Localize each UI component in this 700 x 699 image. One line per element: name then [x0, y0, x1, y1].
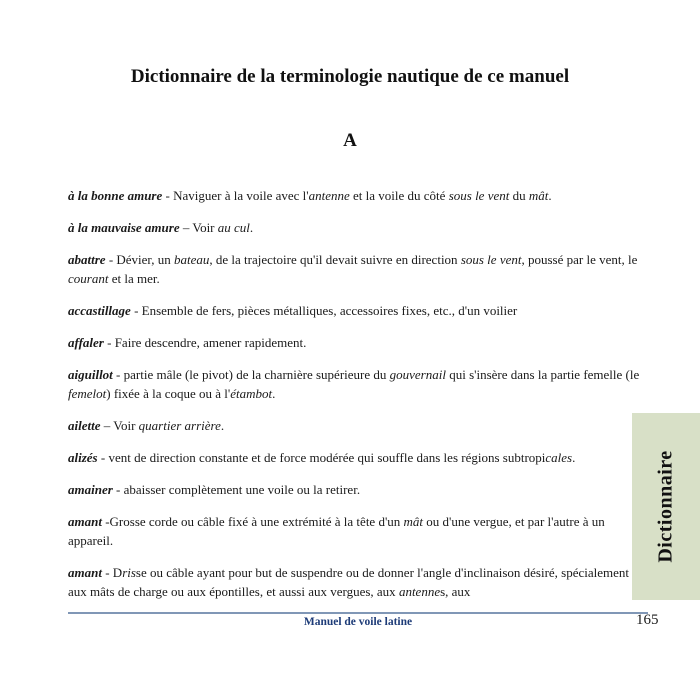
- entry-term: ailette: [68, 418, 101, 433]
- entry-text: .: [249, 220, 254, 235]
- entry-term: accastillage: [68, 303, 131, 318]
- footer-rule: [68, 612, 648, 614]
- entry-text: - Naviguer à la voile avec l': [162, 188, 309, 203]
- entry-text: et la voile du côté: [349, 188, 449, 203]
- dictionary-entry: [68, 333, 643, 352]
- entry-term: à la bonne amure: [68, 188, 163, 203]
- entry-text: s, aux: [440, 584, 471, 599]
- entry-text: courant: [68, 271, 109, 286]
- entry-text: ) fixée à la coque ou à l': [106, 386, 231, 401]
- entry-text: sous le vent: [460, 252, 522, 267]
- page-number: 165: [636, 612, 659, 628]
- page-title: Dictionnaire de la terminologie nautique de ce manuel: [130, 66, 570, 87]
- entry-text: - Ensemble de fers, pièces métalliques, accessoires fixes, etc., d'un voilier: [130, 303, 518, 318]
- dictionary-entry: [68, 186, 643, 205]
- dictionary-entry: [68, 448, 643, 467]
- entry-text: se ou câble ayant pour but de suspendre ou de donner l'angle d'inclinaison désiré, spécialement aux mâts de charge ou aux épontilles, et aussi aux vergues, aux: [68, 565, 630, 599]
- dictionary-entry: [68, 250, 643, 288]
- dictionary-entry: [68, 512, 643, 550]
- entry-text: au cul: [217, 220, 250, 235]
- entry-text: gouvernail: [389, 367, 446, 382]
- dictionary-entry: [68, 416, 643, 435]
- entry-text: ris: [122, 565, 136, 580]
- entry-text: .: [548, 188, 552, 203]
- entry-text: étambot: [230, 386, 273, 401]
- entry-term: amainer: [68, 482, 113, 497]
- entry-text: antenne: [398, 584, 441, 599]
- entry-text: mât: [403, 514, 424, 529]
- entry-text: cales: [545, 450, 573, 465]
- entry-text: qui s'insère dans la partie femelle (le: [445, 367, 640, 382]
- entry-text: .: [572, 450, 576, 465]
- entry-text: , de la trajectoire qu'il devait suivre en direction: [209, 252, 461, 267]
- footer-book-title: Manuel de voile latine: [303, 616, 413, 628]
- entry-text: antenne: [308, 188, 350, 203]
- entry-term: amant: [68, 514, 102, 529]
- entry-text: sous le vent: [448, 188, 510, 203]
- entry-term: alizés: [68, 450, 98, 465]
- entry-term: affaler: [68, 335, 104, 350]
- entry-text: ou d'une vergue, et par l'autre à un appareil.: [68, 514, 605, 548]
- entry-term: à la mauvaise amure: [68, 220, 180, 235]
- entry-text: - D: [101, 565, 123, 580]
- entry-text: femelot: [68, 386, 107, 401]
- dictionary-entry: [68, 218, 643, 237]
- entry-text: .: [272, 386, 276, 401]
- entry-text: – Voir: [179, 220, 218, 235]
- entry-text: - abaisser complètement une voile ou la retirer.: [112, 482, 361, 497]
- thumb-index-tab: [632, 413, 700, 600]
- entry-text: .: [220, 418, 225, 433]
- entry-term: abattre: [68, 252, 106, 267]
- entry-text: , poussé par le vent, le: [521, 252, 638, 267]
- entry-text: – Voir: [100, 418, 139, 433]
- entry-term: amant: [68, 565, 102, 580]
- entry-text: - vent de direction constante et de force modérée qui souffle dans les régions subtropi: [97, 450, 546, 465]
- entry-term: aiguillot: [68, 367, 113, 382]
- dictionary-entry: [68, 480, 643, 499]
- entry-text: -Grosse corde ou câble fixé à une extrémité à la tête d'un: [101, 514, 404, 529]
- entry-text: mât: [528, 188, 549, 203]
- entry-text: - Dévier, un: [105, 252, 174, 267]
- entry-text: du: [509, 188, 529, 203]
- entry-text: - Faire descendre, amener rapidement.: [103, 335, 307, 350]
- dictionary-entry: [68, 563, 643, 601]
- dictionary-entry: [68, 365, 643, 403]
- entry-text: - partie mâle (le pivot) de la charnière supérieure du: [112, 367, 390, 382]
- dictionary-entries: [68, 186, 643, 614]
- entry-text: quartier arrière: [138, 418, 221, 433]
- section-letter: A: [343, 130, 357, 151]
- thumb-index-tab-label: Dictionnaire: [654, 450, 677, 563]
- entry-text: et la mer.: [108, 271, 160, 286]
- dictionary-entry: [68, 301, 643, 320]
- entry-text: bateau: [174, 252, 210, 267]
